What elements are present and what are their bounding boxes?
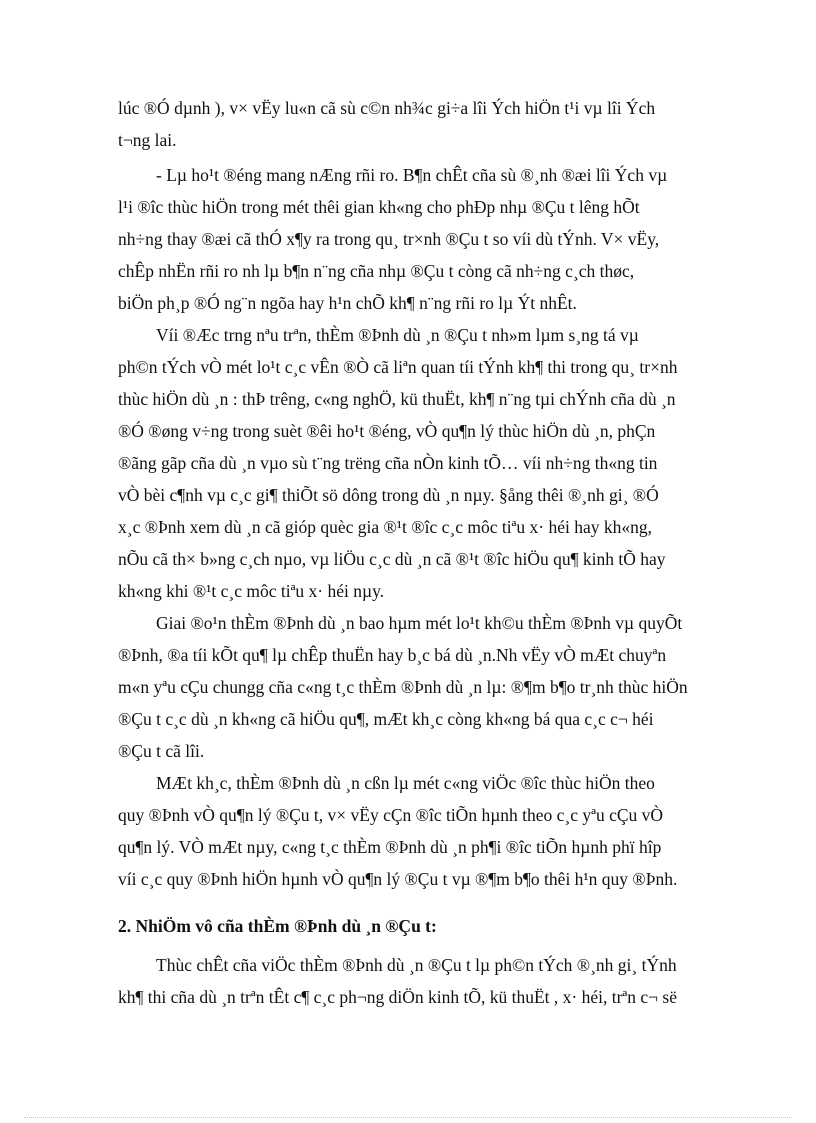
text-line: nÕu cã th× b»ng c¸ch nµo, vµ liÖu c¸c dù ¸n cã ®¹t ®îc hiÖu qu¶ kinh tÕ hay [118,549,666,569]
text-line: ®Ó ®øng v÷ng trong suèt ®êi ho¹t ®éng, vÒ qu¶n lý thùc hiÖn dù ¸n, phÇn [118,421,656,441]
text-line: ®Þnh, ®a tíi kÕt qu¶ lµ chÊp thuËn hay b¸c bá dù ¸n.Nh vËy vÒ mÆt chuyªn [118,645,667,665]
text-line: kh¶ thi cña dù ¸n trªn tÊt c¶ c¸c ph¬ng diÖn kinh tÕ, kü thuËt , x· héi, trªn c¬ së [118,987,677,1007]
page-bottom-border [24,1117,792,1118]
text-line: t¬ng lai. [118,130,177,150]
text-line: thùc hiÖn dù ¸n : thÞ trêng, c«ng nghÖ, kü thuËt, kh¶ n¨ng tµi chÝnh cña dù ¸n [118,389,676,409]
text-line: nh÷ng thay ®æi cã thÓ x¶y ra trong qu¸ tr×nh ®Çu t so víi dù tÝnh. V× vËy, [118,229,660,249]
text-line: lúc ®Ó dµnh ), v× vËy lu«n cã sù c©n nh¾c gi÷a lîi Ých hiÖn t¹i vµ lîi Ých [118,98,656,118]
text-line: ®Çu t cã lîi. [118,741,205,761]
text-line: Thùc chÊt cña viÖc thÈm ®Þnh dù ¸n ®Çu t lµ ph©n tÝch ®¸nh gi¸ tÝnh [156,955,677,975]
text-line: vÒ bèi c¶nh vµ c¸c gi¶ thiÕt sö dông trong dù ¸n nµy. §ång thêi ®¸nh gi¸ ®Ó [118,485,659,505]
text-line: kh«ng khi ®¹t c¸c môc tiªu x· héi nµy. [118,581,385,601]
section-heading: 2. NhiÖm vô cña thÈm ®Þnh dù ¸n ®Çu t: [118,916,437,936]
text-line: Giai ®o¹n thÈm ®Þnh dù ¸n bao hµm mét lo¹t kh©u thÈm ®Þnh vµ quyÕt [156,613,683,633]
text-line: qu¶n lý. VÒ mÆt nµy, c«ng t¸c thÈm ®Þnh dù ¸n ph¶i ®îc tiÕn hµnh phï hîp [118,837,662,857]
text-line: Víi ®Æc trng nªu trªn, thÈm ®Þnh dù ¸n ®Çu t nh»m lµm s¸ng tá vµ [156,325,639,345]
text-line: biÖn ph¸p ®Ó ng¨n ngõa hay h¹n chÕ kh¶ n¨ng rñi ro lµ Ýt nhÊt. [118,293,577,313]
text-line: - Lµ ho¹t ®éng mang nÆng rñi ro. B¶n chÊt cña sù ®¸nh ®æi lîi Ých vµ [156,165,668,185]
text-line: ph©n tÝch vÒ mét lo¹t c¸c vÊn ®Ò cã liªn quan tíi tÝnh kh¶ thi trong qu¸ tr×nh [118,357,678,377]
text-line: víi c¸c quy ®Þnh hiÖn hµnh vÒ qu¶n lý ®Çu t vµ ®¶m b¶o thêi h¹n quy ®Þnh. [118,869,678,889]
text-line: ®ãng gãp cña dù ¸n vµo sù t¨ng trëng cña nÒn kinh tÕ… víi nh÷ng th«ng tin [118,453,658,473]
text-line: l¹i ®îc thùc hiÖn trong mét thêi gian kh«ng cho phÐp nhµ ®Çu t lêng hÕt [118,197,640,217]
text-line: quy ®Þnh vÒ qu¶n lý ®Çu t, v× vËy cÇn ®îc tiÕn hµnh theo c¸c yªu cÇu vÒ [118,805,664,825]
text-line: chÊp nhËn rñi ro nh lµ b¶n n¨ng cña nhµ ®Çu t còng cã nh÷ng c¸ch thøc, [118,261,635,281]
text-line: ®Çu t c¸c dù ¸n kh«ng cã hiÖu qu¶, mÆt kh¸c còng kh«ng bá qua c¸c c¬ héi [118,709,654,729]
text-line: m«n yªu cÇu chungg cña c«ng t¸c thÈm ®Þnh dù ¸n lµ: ®¶m b¶o tr¸nh thùc hiÖn [118,677,688,697]
text-line: x¸c ®Þnh xem dù ¸n cã gióp quèc gia ®¹t ®îc c¸c môc tiªu x· héi hay kh«ng, [118,517,652,537]
text-line: MÆt kh¸c, thÈm ®Þnh dù ¸n cßn lµ mét c«ng viÖc ®îc thùc hiÖn theo [156,773,655,793]
